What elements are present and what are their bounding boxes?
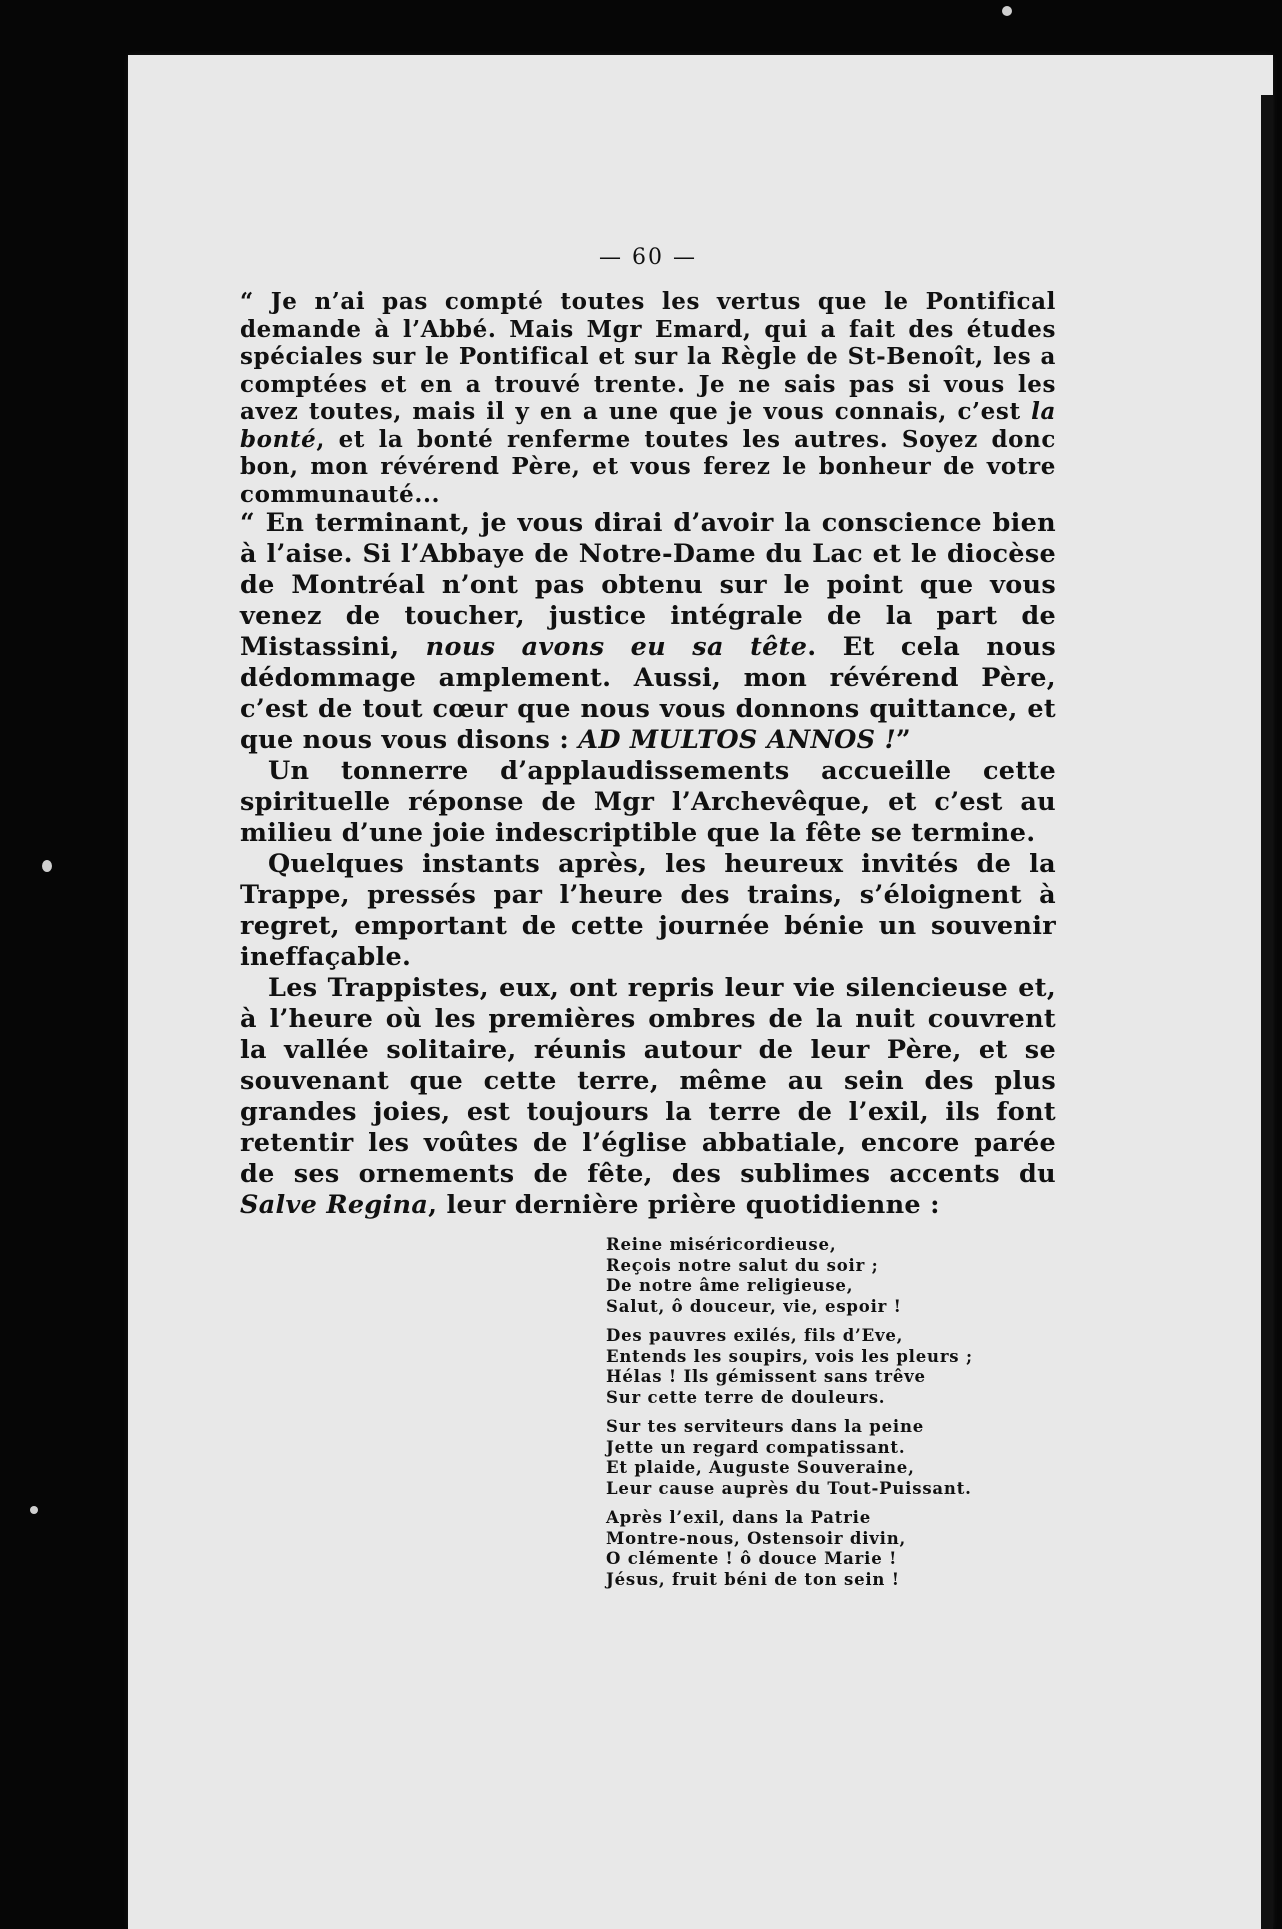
poem-verse: Sur cette terre de douleurs. <box>606 1387 886 1407</box>
paragraph-text: Quelques instants après, les heureux invités de la Trappe, pressés par l’heure des trains, s’éloignent à regret, emportant de cette journée bénie un souvenir ineffaçable. <box>240 849 1056 972</box>
paragraph-text: Les Trappistes, eux, ont repris leur vie silencieuse et, à l’heure où les premières ombres de la nuit couvrent la vallée solitaire, réunis autour de leur Père, et se souvenant que cette terre, même au sein des plus grandes joies, est toujours la terre de l’exil, ils font retentir les voûtes de l’église abbatiale, encore parée de ses ornements de fête, des sublimes accents du <box>240 973 1056 1189</box>
film-speck <box>42 860 52 872</box>
poem-verse: Salut, ô douceur, vie, espoir ! <box>606 1296 902 1316</box>
paragraph <box>240 973 1056 1221</box>
poem-verse: Jette un regard compatissant. <box>606 1437 906 1457</box>
poem-verse: Montre-nous, Ostensoir divin, <box>606 1528 907 1548</box>
paragraph <box>240 508 1056 756</box>
poem-verse: Après l’exil, dans la Patrie <box>606 1508 872 1527</box>
paragraph-text: . Et cela nous dédommage amplement. Aussi, mon révérend Père, c’est de tout cœur que nous vous donnons quittance, et que nous vous disons : <box>240 632 1056 755</box>
paragraph <box>240 288 1056 508</box>
poem-verse: Jésus, fruit béni de ton sein ! <box>606 1569 900 1589</box>
book-page <box>128 55 1273 1929</box>
paragraph <box>240 849 1056 973</box>
poem-stanza <box>606 1235 1056 1317</box>
poem-stanza <box>606 1326 1056 1408</box>
italic-text: AD MULTOS ANNOS ! <box>578 725 897 755</box>
paragraph-text: ” <box>896 725 911 755</box>
film-speck <box>1002 6 1012 16</box>
salve-regina-poem <box>606 1235 1056 1590</box>
poem-verse: Sur tes serviteurs dans la peine <box>606 1417 925 1436</box>
poem-stanza <box>606 1417 1056 1499</box>
italic-text: Salve Regina <box>240 1190 429 1220</box>
poem-verse: Des pauvres exilés, fils d’Eve, <box>606 1326 904 1345</box>
text-body <box>240 288 1056 1221</box>
page-content <box>240 245 1056 1599</box>
paragraph-text: “ En terminant, je vous dirai d’avoir la conscience bien à l’aise. Si l’Abbaye de Notre-Dame du Lac et le diocèse de Montréal n’ont pas obtenu sur le point que vous venez de toucher, justice intégrale de la part de Mistassini, <box>240 508 1056 662</box>
italic-text: nous avons eu sa tête <box>425 632 808 662</box>
paragraph-text: “ Je n’ai pas compté toutes les vertus que le Pontifical demande à l’Abbé. Mais Mgr Emard, qui a fait des études spéciales sur le Pontifical et sur la Règle de St-Benoît, les a comptées et en a trouvé trente. Je ne sais pas si vous les avez toutes, mais il y en a une que je vous connais, c’est <box>240 288 1056 425</box>
poem-verse: De notre âme religieuse, <box>606 1276 854 1295</box>
poem-verse: Reçois notre salut du soir ; <box>606 1255 879 1275</box>
paragraph-text: Un tonnerre d’applaudissements accueille cette spirituelle réponse de Mgr l’Archevêque, et c’est au milieu d’une joie indescriptible que la fête se termine. <box>240 756 1056 848</box>
poem-verse: Hélas ! Ils gémissent sans trêve <box>606 1367 926 1386</box>
poem-verse: Entends les soupirs, vois les pleurs ; <box>606 1346 973 1366</box>
poem-verse: O clémente ! ô douce Marie ! <box>606 1549 898 1568</box>
poem-stanza <box>606 1508 1056 1590</box>
page-number: — 60 — <box>599 245 697 270</box>
film-speck <box>30 1506 38 1514</box>
paragraph-text: , et la bonté renferme toutes les autres. Soyez donc bon, mon révérend Père, et vous ferez le bonheur de votre communauté... <box>240 425 1056 508</box>
poem-verse: Reine miséricordieuse, <box>606 1235 837 1254</box>
paragraph-text: , leur dernière prière quotidienne : <box>428 1190 940 1220</box>
poem-verse: Leur cause auprès du Tout-Puissant. <box>606 1478 972 1498</box>
paragraph <box>240 756 1056 849</box>
poem-verse: Et plaide, Auguste Souveraine, <box>606 1458 915 1477</box>
page-binding-edge <box>1261 95 1273 1929</box>
italic-text: la bonté <box>240 398 1056 453</box>
